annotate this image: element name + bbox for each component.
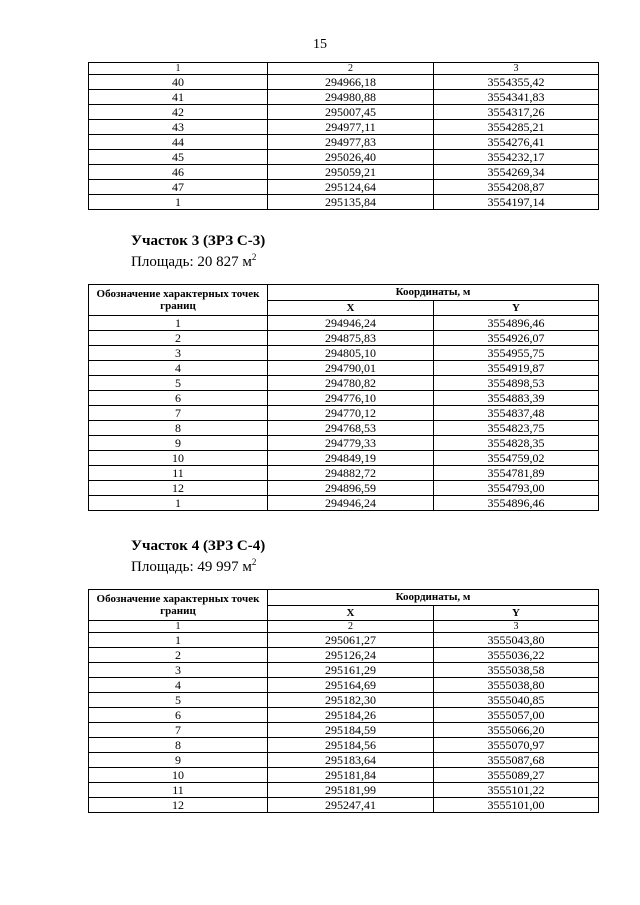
plot4-coordinates-table [88, 589, 599, 813]
point-number: 42 [89, 105, 268, 120]
table-row [89, 105, 599, 120]
plot3-body [89, 316, 599, 511]
coord-x: 295061,27 [268, 633, 434, 648]
coord-x: 295181,84 [268, 768, 434, 783]
coord-x: 295026,40 [268, 150, 434, 165]
coord-x: 295182,30 [268, 693, 434, 708]
point-number: 10 [89, 768, 268, 783]
table-row [89, 361, 599, 376]
table-row [89, 723, 599, 738]
coord-y: 3555101,00 [434, 798, 599, 813]
table-row [89, 135, 599, 150]
table-row [89, 496, 599, 511]
plot3-area [131, 252, 256, 271]
coord-x: 295184,59 [268, 723, 434, 738]
coord-x: 294946,24 [268, 316, 434, 331]
plot4-area-label: Площадь: 49 997 м [131, 559, 252, 575]
table-row [89, 798, 599, 813]
column-number-row [89, 63, 599, 75]
coordinates-table-continued [88, 62, 599, 210]
plot4-title: Участок 4 (ЗРЗ С-4) [131, 538, 266, 554]
coord-y: 3554883,39 [434, 391, 599, 406]
plot4-area [131, 557, 256, 576]
coord-x: 295124,64 [268, 180, 434, 195]
column-number-row [89, 621, 599, 633]
point-number: 7 [89, 406, 268, 421]
coord-y: 3555057,00 [434, 708, 599, 723]
table-row [89, 708, 599, 723]
coord-y: 3554837,48 [434, 406, 599, 421]
point-number: 2 [89, 648, 268, 663]
coord-x: 294896,59 [268, 481, 434, 496]
coord-x: 294805,10 [268, 346, 434, 361]
coord-y: 3554955,75 [434, 346, 599, 361]
header-coordinates: Координаты, м [268, 590, 599, 606]
table-row [89, 648, 599, 663]
point-number: 10 [89, 451, 268, 466]
point-number: 40 [89, 75, 268, 90]
header-points: Обозначение характерных точек границ [89, 590, 268, 621]
point-number: 47 [89, 180, 268, 195]
coord-x: 294776,10 [268, 391, 434, 406]
coord-x: 295164,69 [268, 678, 434, 693]
point-number: 2 [89, 331, 268, 346]
table-row [89, 783, 599, 798]
coord-x: 294875,83 [268, 331, 434, 346]
coord-x: 294882,72 [268, 466, 434, 481]
coord-x: 295181,99 [268, 783, 434, 798]
point-number: 45 [89, 150, 268, 165]
coord-y: 3555043,80 [434, 633, 599, 648]
point-number: 43 [89, 120, 268, 135]
coord-x: 294790,01 [268, 361, 434, 376]
coord-y: 3555101,22 [434, 783, 599, 798]
coord-y: 3555089,27 [434, 768, 599, 783]
table-row [89, 663, 599, 678]
coord-y: 3554341,83 [434, 90, 599, 105]
column-number: 3 [434, 63, 599, 75]
column-number: 2 [268, 621, 434, 633]
column-number: 3 [434, 621, 599, 633]
point-number: 1 [89, 496, 268, 511]
plot4-area-unit-sup: 2 [251, 557, 257, 567]
table-row [89, 436, 599, 451]
coord-x: 295059,21 [268, 165, 434, 180]
point-number: 4 [89, 678, 268, 693]
coord-y: 3554285,21 [434, 120, 599, 135]
coord-x: 295126,24 [268, 648, 434, 663]
point-number: 4 [89, 361, 268, 376]
coord-y: 3554896,46 [434, 496, 599, 511]
point-number: 11 [89, 466, 268, 481]
coord-x: 295183,64 [268, 753, 434, 768]
coord-x: 294780,82 [268, 376, 434, 391]
point-number: 8 [89, 738, 268, 753]
table-row [89, 90, 599, 105]
point-number: 9 [89, 436, 268, 451]
column-number: 2 [268, 63, 434, 75]
coord-x: 295247,41 [268, 798, 434, 813]
table-row [89, 421, 599, 436]
table-row [89, 180, 599, 195]
point-number: 3 [89, 346, 268, 361]
table-row [89, 195, 599, 210]
table-row [89, 331, 599, 346]
table-row [89, 120, 599, 135]
point-number: 1 [89, 316, 268, 331]
coord-x: 294779,33 [268, 436, 434, 451]
point-number: 8 [89, 421, 268, 436]
coord-x: 294770,12 [268, 406, 434, 421]
point-number: 5 [89, 693, 268, 708]
coord-y: 3554823,75 [434, 421, 599, 436]
header-x: X [268, 605, 434, 621]
table-row [89, 391, 599, 406]
coord-x: 294849,19 [268, 451, 434, 466]
plot3-title: Участок 3 (ЗРЗ С-3) [131, 233, 266, 249]
coord-x: 294946,24 [268, 496, 434, 511]
coord-x: 295007,45 [268, 105, 434, 120]
coord-x: 294977,11 [268, 120, 434, 135]
point-number: 41 [89, 90, 268, 105]
coord-x: 294980,88 [268, 90, 434, 105]
plot3-coordinates-table [88, 284, 599, 511]
coord-y: 3554276,41 [434, 135, 599, 150]
column-number: 1 [89, 621, 268, 633]
coord-y: 3554793,00 [434, 481, 599, 496]
coord-y: 3554828,35 [434, 436, 599, 451]
point-number: 3 [89, 663, 268, 678]
point-number: 9 [89, 753, 268, 768]
point-number: 1 [89, 633, 268, 648]
table-row [89, 451, 599, 466]
plot3-area-unit-sup: 2 [251, 252, 257, 262]
point-number: 6 [89, 391, 268, 406]
point-number: 11 [89, 783, 268, 798]
coord-y: 3555040,85 [434, 693, 599, 708]
coord-x: 295135,84 [268, 195, 434, 210]
point-number: 44 [89, 135, 268, 150]
table-row [89, 678, 599, 693]
point-number: 12 [89, 481, 268, 496]
header-points: Обозначение характерных точек границ [89, 285, 268, 316]
coord-y: 3555036,22 [434, 648, 599, 663]
coord-y: 3554317,26 [434, 105, 599, 120]
point-number: 1 [89, 195, 268, 210]
coord-y: 3554919,87 [434, 361, 599, 376]
coord-y: 3555087,68 [434, 753, 599, 768]
table-row [89, 75, 599, 90]
coord-y: 3554759,02 [434, 451, 599, 466]
page-number: 15 [313, 37, 327, 52]
table-row [89, 406, 599, 421]
coord-x: 294966,18 [268, 75, 434, 90]
table-row [89, 466, 599, 481]
header-x: X [268, 300, 434, 316]
point-number: 46 [89, 165, 268, 180]
point-number: 5 [89, 376, 268, 391]
table-row [89, 150, 599, 165]
header-coordinates: Координаты, м [268, 285, 599, 301]
table-row [89, 753, 599, 768]
coord-y: 3554197,14 [434, 195, 599, 210]
coord-y: 3554896,46 [434, 316, 599, 331]
table-row [89, 346, 599, 361]
coord-y: 3554232,17 [434, 150, 599, 165]
coord-y: 3555038,58 [434, 663, 599, 678]
table-row [89, 481, 599, 496]
plot4-body [89, 633, 599, 813]
table-row [89, 165, 599, 180]
column-number: 1 [89, 63, 268, 75]
coord-x: 295161,29 [268, 663, 434, 678]
table-row [89, 316, 599, 331]
coord-y: 3554898,53 [434, 376, 599, 391]
table1-body [89, 75, 599, 210]
point-number: 12 [89, 798, 268, 813]
table-row [89, 376, 599, 391]
coord-y: 3555038,80 [434, 678, 599, 693]
header-y: Y [434, 300, 599, 316]
coord-y: 3554781,89 [434, 466, 599, 481]
header-y: Y [434, 605, 599, 621]
table-row [89, 738, 599, 753]
plot3-area-label: Площадь: 20 827 м [131, 254, 252, 270]
point-number: 6 [89, 708, 268, 723]
coord-x: 294977,83 [268, 135, 434, 150]
point-number: 7 [89, 723, 268, 738]
table-row [89, 633, 599, 648]
coord-y: 3554208,87 [434, 180, 599, 195]
table-row [89, 768, 599, 783]
coord-x: 295184,26 [268, 708, 434, 723]
coord-x: 294768,53 [268, 421, 434, 436]
coord-y: 3555066,20 [434, 723, 599, 738]
coord-y: 3555070,97 [434, 738, 599, 753]
coord-y: 3554269,34 [434, 165, 599, 180]
coord-y: 3554926,07 [434, 331, 599, 346]
coord-x: 295184,56 [268, 738, 434, 753]
coord-y: 3554355,42 [434, 75, 599, 90]
table-row [89, 693, 599, 708]
